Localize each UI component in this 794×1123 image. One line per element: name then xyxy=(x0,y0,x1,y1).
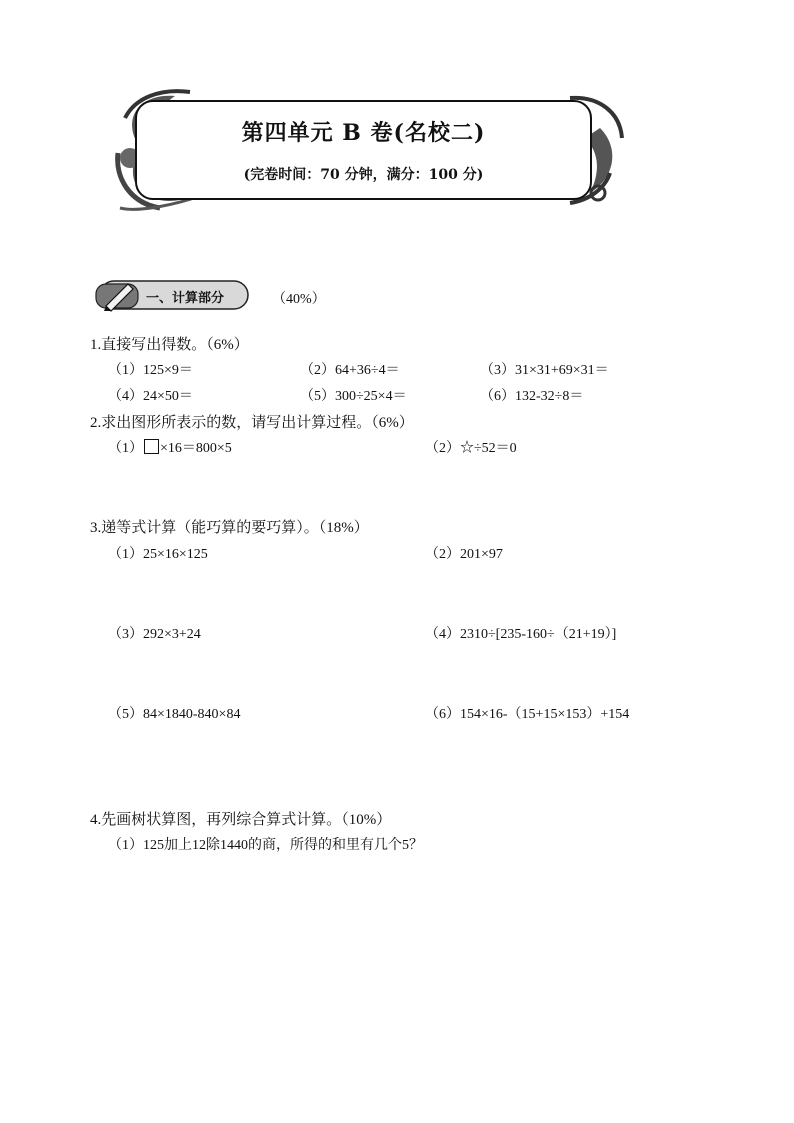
q3-item: （1）25×16×125 xyxy=(108,547,208,562)
page-title: 第四单元 B 卷(名校二) xyxy=(241,120,486,146)
title-banner xyxy=(135,100,592,200)
q3-item: （3）292×3+24 xyxy=(108,627,201,642)
q2-item-1 xyxy=(108,437,232,457)
q2-item-1-prefix: （1） xyxy=(108,441,143,456)
q3-item: （4）2310÷[235-160÷（21+19）] xyxy=(425,627,617,642)
page-subtitle: (完卷时间：70 分钟，满分：100 分) xyxy=(243,167,484,183)
q3-item: （6）154×16-（15+15×153）+154 xyxy=(425,707,630,722)
q4-item-1: （1）125加上12除1440的商，所得的和里有几个5？ xyxy=(108,838,423,853)
question-1-stem: 1.直接写出得数。（6%） xyxy=(90,337,249,353)
question-2-stem: 2.求出图形所表示的数，请写出计算过程。（6%） xyxy=(90,415,414,431)
q1-item: （3）31×31+69×31＝ xyxy=(480,363,609,378)
q2-item-1-rest: ×16＝800×5 xyxy=(160,441,232,456)
q3-item: （5）84×1840-840×84 xyxy=(108,707,241,722)
q1-item: （6）132-32÷8＝ xyxy=(480,389,584,404)
q1-item: （5）300÷25×4＝ xyxy=(300,389,407,404)
q1-item: （2）64+36÷4＝ xyxy=(300,363,400,378)
section-percent: （40%） xyxy=(272,292,326,307)
q1-item: （4）24×50＝ xyxy=(108,389,193,404)
q1-item: （1）125×9＝ xyxy=(108,363,193,378)
q2-item-2: （2）☆÷52＝0 xyxy=(425,441,517,456)
square-shape-icon xyxy=(144,439,159,454)
section-title: 一、计算部分 xyxy=(146,291,225,306)
question-4-stem: 4.先画树状算图，再列综合算式计算。（10%） xyxy=(90,812,392,828)
question-3-stem: 3.递等式计算（能巧算的要巧算）。（18%） xyxy=(90,520,369,536)
q3-item: （2）201×97 xyxy=(425,547,503,562)
